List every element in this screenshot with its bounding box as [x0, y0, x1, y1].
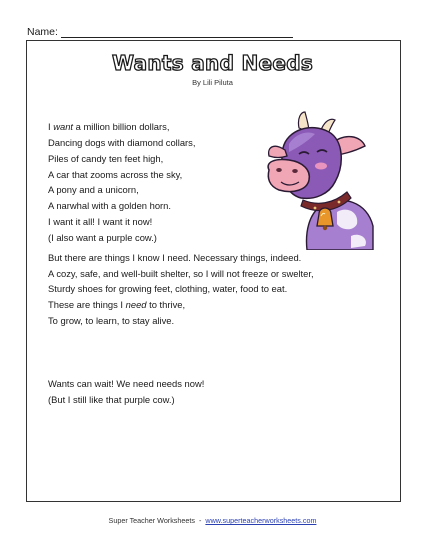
footer-separator: - — [198, 516, 202, 525]
poem-line: Dancing dogs with diamond collars, — [48, 136, 196, 148]
poem-line: A narwhal with a golden horn. — [48, 200, 171, 212]
name-label: Name: — [27, 26, 58, 38]
footer — [0, 516, 425, 525]
name-blank-line[interactable] — [61, 27, 293, 38]
poem-line: I want a million billion dollars, — [48, 121, 170, 132]
stanza-1 — [48, 119, 195, 246]
poem-line: To grow, to learn, to stay alive. — [48, 314, 175, 326]
stanza-3 — [48, 376, 204, 408]
poem-line: But there are things I know I need. Necessary things, indeed. — [48, 252, 302, 263]
worksheet-title: Wants and Needs — [111, 51, 314, 75]
footer-link[interactable]: www.superteacherworksheets.com — [205, 516, 317, 525]
poem-line: Wants can wait! We need needs now! — [48, 378, 205, 389]
purple-cow-icon — [255, 108, 375, 250]
poem-line: I want it all! I want it now! — [48, 216, 153, 228]
poem-line: A pony and a unicorn, — [48, 184, 139, 196]
poem-line: Piles of candy ten feet high, — [48, 152, 164, 164]
poem-line: (But I still like that purple cow.) — [48, 393, 175, 405]
byline: By Lili Piluta — [192, 78, 233, 87]
poem-line: Sturdy shoes for growing feet, clothing, water, food to eat. — [48, 283, 288, 295]
poem-line: A cozy, safe, and well-built shelter, so I will not freeze or swelter, — [48, 267, 314, 279]
poem-line: (I also want a purple cow.) — [48, 231, 157, 243]
poem-line: A car that zooms across the sky, — [48, 168, 183, 180]
footer-brand: Super Teacher Worksheets — [108, 516, 195, 525]
poem-line: These are things I need to thrive, — [48, 299, 186, 311]
name-field — [27, 26, 293, 38]
stanza-2 — [48, 250, 314, 329]
